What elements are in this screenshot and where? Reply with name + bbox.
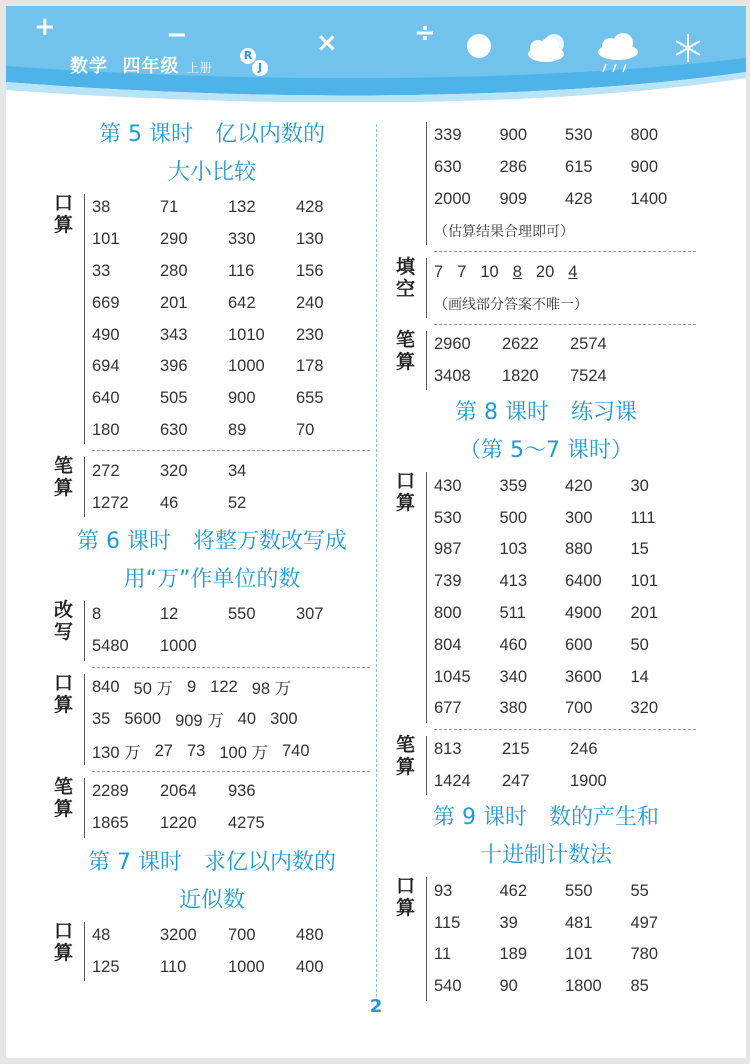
answer-value: 900	[499, 126, 528, 145]
answer-value: 300	[565, 508, 593, 527]
column-divider	[376, 124, 377, 1002]
answer-row	[434, 766, 696, 798]
answer-row	[434, 502, 696, 534]
lesson-8-kousuan	[396, 470, 696, 724]
answer-value: 909 万	[175, 712, 224, 731]
answer-value: 48	[92, 925, 111, 944]
answer-value: 3200	[160, 925, 197, 944]
answer-value: 116	[228, 261, 255, 280]
answer-value: 40	[237, 709, 257, 728]
answer-value: 1424	[434, 771, 471, 790]
answer-value: 201	[630, 603, 659, 622]
answer-value: 540	[434, 977, 462, 996]
answer-row	[434, 534, 696, 566]
lesson-5-title-line2: 大小比较	[167, 160, 256, 185]
answer-value: 480	[296, 925, 324, 944]
answer-value: 38	[92, 198, 111, 217]
answer-value: 430	[434, 476, 462, 495]
lesson-8-title-line1: 第 8 课时 练习课	[455, 400, 637, 426]
lesson-7-title-line1: 第 7 课时 求亿以内数的	[88, 849, 336, 875]
answer-value: 1000	[228, 957, 265, 976]
lesson-6-gaixie	[54, 599, 370, 663]
answer-value: 909	[499, 189, 528, 208]
answer-value: 511	[499, 603, 526, 622]
kousuan-label: 口算	[54, 192, 74, 236]
answer-value: 1045	[434, 667, 471, 686]
answer-value: 330	[228, 230, 256, 249]
lesson-7-kousuan-cont	[396, 120, 696, 247]
answer-value: 111	[630, 508, 656, 527]
answer-value: 505	[160, 389, 188, 408]
answer-value: 1010	[228, 325, 265, 344]
answer-value: 85	[630, 977, 649, 996]
answer-row	[92, 415, 370, 447]
lesson-9-kousuan	[396, 875, 696, 1002]
answer-value: 700	[565, 699, 593, 718]
answer-value: 615	[565, 158, 593, 177]
answer-value: 2000	[434, 189, 471, 208]
answer-value: 240	[296, 293, 324, 312]
answer-value: 100 万	[219, 744, 268, 763]
book-title	[70, 52, 213, 78]
answer-value: 12	[160, 605, 179, 624]
answer-value: 46	[160, 493, 179, 512]
answer-row	[434, 907, 696, 939]
answer-value: 230	[296, 325, 324, 344]
answer-value: 8	[92, 605, 102, 624]
answer-value: 630	[160, 420, 188, 439]
answer-value: 340	[499, 667, 528, 686]
answer-value: 34	[228, 461, 247, 480]
answer-value: 600	[565, 635, 593, 654]
answer-value: 428	[565, 189, 593, 208]
answer-row	[434, 184, 696, 216]
answer-value: 780	[630, 945, 659, 964]
tiankong-answers: 7 7 10 8 20 4	[434, 262, 578, 281]
answer-row	[92, 599, 370, 631]
answer-value: 359	[499, 476, 528, 495]
answer-value: 800	[630, 126, 659, 145]
lesson-7-bisuan	[396, 329, 696, 393]
answer-row	[92, 256, 370, 288]
bisuan-label: 笔算	[396, 733, 416, 778]
answer-value: 343	[160, 325, 188, 344]
answer-value: 125	[92, 957, 120, 976]
kousuan-label: 口算	[54, 919, 74, 964]
answer-value: 739	[434, 572, 462, 591]
tiankong-label: 填空	[396, 256, 416, 301]
answer-row	[92, 951, 370, 983]
times-symbol: ×	[316, 28, 338, 58]
answer-value: 50	[630, 635, 649, 654]
answer-value: 4900	[565, 603, 602, 622]
answer-row	[92, 224, 370, 256]
lesson-9-title-line1: 第 9 课时 数的产生和	[433, 805, 659, 831]
answer-value: 6400	[565, 572, 602, 591]
answer-value: 413	[499, 572, 528, 591]
answer-value: 55	[630, 881, 649, 900]
answer-row	[92, 319, 370, 351]
answer-value: 156	[296, 261, 324, 280]
answer-row	[434, 734, 696, 766]
answer-value: 7524	[570, 366, 607, 385]
answer-row	[434, 566, 696, 598]
header-banner: + − × ÷ 数学 四年级 上册 R J	[6, 6, 746, 102]
answer-value: 3408	[434, 366, 471, 385]
answer-value: 740	[281, 741, 310, 760]
answer-value: 1000	[160, 637, 197, 656]
answer-row	[92, 808, 370, 840]
answer-row	[92, 351, 370, 383]
answer-value: 462	[499, 881, 528, 900]
answer-value: 2289	[92, 782, 129, 801]
answer-value: 5480	[92, 637, 129, 656]
answer-value: 2960	[434, 335, 471, 354]
answer-value: 115	[434, 913, 461, 932]
answer-value: 1820	[502, 366, 539, 385]
grade: 四年级	[122, 56, 180, 77]
answer-value: 1272	[92, 493, 129, 512]
answer-value: 642	[228, 293, 256, 312]
answer-value: 497	[630, 913, 659, 932]
answer-value: 530	[434, 508, 462, 527]
answer-value: 3600	[565, 667, 602, 686]
answer-value: 1000	[228, 357, 265, 376]
answer-value: 630	[434, 158, 462, 177]
lesson-6-title-line1: 第 6 课时 将整万数改写成	[77, 528, 347, 554]
answer-value: 640	[92, 389, 120, 408]
answer-row	[434, 361, 696, 393]
answer-value: 122	[210, 677, 238, 696]
answer-value: 320	[160, 461, 188, 480]
answer-row	[434, 152, 696, 184]
answer-value: 1900	[570, 771, 607, 790]
answer-value: 14	[630, 667, 649, 686]
answer-value: 201	[160, 293, 188, 312]
bisuan-label: 笔算	[54, 455, 74, 500]
answer-value: 2064	[160, 782, 197, 801]
tiankong-note: （画线部分答案不唯一）	[434, 296, 588, 313]
answer-value: 189	[499, 945, 528, 964]
answer-row	[92, 735, 370, 767]
answer-value: 420	[565, 476, 593, 495]
answer-value: 73	[186, 741, 206, 760]
answer-value: 90	[499, 977, 518, 996]
lesson-5-title-line1: 第 5 课时 亿以内数的	[99, 122, 325, 147]
answer-value: 180	[92, 420, 120, 439]
bisuan-label: 笔算	[54, 775, 74, 820]
answer-value: 460	[499, 635, 528, 654]
sun-icon	[467, 34, 491, 58]
answer-value: 101	[630, 572, 659, 591]
kousuan-label: 口算	[54, 671, 74, 716]
answer-value: 307	[296, 605, 324, 624]
answer-value: 550	[228, 605, 256, 624]
answer-value: 50 万	[133, 680, 173, 699]
answer-value: 132	[228, 198, 256, 217]
answer-value: 900	[228, 389, 256, 408]
kousuan-label: 口算	[396, 875, 416, 920]
answer-value: 286	[499, 158, 528, 177]
lesson-6-kousuan	[54, 672, 370, 767]
answer-row	[92, 703, 370, 735]
gaixie-label: 改写	[54, 598, 74, 643]
kousuan-label: 口算	[396, 470, 416, 515]
answer-value: 33	[92, 261, 111, 280]
answer-value: 1800	[565, 977, 602, 996]
answer-value: 677	[434, 699, 462, 718]
answer-value: 35	[92, 709, 111, 728]
answer-row	[434, 661, 696, 693]
lesson-8-bisuan	[396, 734, 696, 798]
answer-value: 800	[434, 603, 462, 622]
answer-value: 5600	[124, 709, 162, 728]
answer-value: 27	[154, 741, 173, 760]
answer-value: 39	[499, 913, 518, 932]
answer-row	[92, 287, 370, 319]
estimate-note: （估算结果合理即可）	[434, 224, 574, 241]
answer-row	[434, 470, 696, 502]
answer-value: 1400	[630, 189, 668, 208]
lesson-7-kousuan	[54, 920, 370, 984]
answer-row	[92, 776, 370, 808]
answer-value: 130 万	[92, 744, 141, 763]
answer-value: 2622	[502, 335, 539, 354]
answer-value: 530	[565, 126, 593, 145]
answer-value: 481	[565, 913, 593, 932]
subject: 数学	[70, 56, 108, 77]
answer-value: 669	[92, 293, 120, 312]
answer-value: 178	[296, 357, 324, 376]
answer-value: 500	[499, 508, 528, 527]
answer-value: 101	[565, 945, 593, 964]
answer-value: 89	[228, 420, 247, 439]
answer-value: 880	[565, 540, 593, 559]
left-column	[54, 116, 370, 983]
lesson-6-bisuan	[54, 776, 370, 840]
lesson-6-title-line2: 用“万”作单位的数	[123, 566, 301, 592]
answer-value: 300	[270, 709, 298, 728]
answer-value: 936	[228, 782, 256, 801]
answer-row	[434, 939, 696, 971]
answer-value: 1865	[92, 814, 129, 833]
answer-value: 694	[92, 357, 120, 376]
answer-value: 246	[570, 740, 598, 759]
answer-row	[434, 598, 696, 630]
answer-value: 550	[565, 881, 593, 900]
answer-row	[92, 383, 370, 415]
answer-value: 4275	[228, 814, 265, 833]
page-number: 2	[369, 996, 383, 1017]
answer-value: 380	[499, 699, 528, 718]
answer-value: 396	[160, 357, 188, 376]
lesson-7-tiankong	[396, 256, 696, 320]
divide-symbol: ÷	[414, 18, 436, 48]
answer-row	[434, 629, 696, 661]
answer-value: 71	[160, 198, 179, 217]
answer-value: 30	[630, 476, 649, 495]
answer-value: 400	[296, 957, 324, 976]
answer-row	[434, 120, 696, 152]
answer-row	[92, 920, 370, 952]
answer-value: 101	[92, 230, 120, 249]
lesson-5-bisuan	[54, 455, 370, 519]
answer-value: 280	[160, 261, 188, 280]
answer-value: 428	[296, 198, 324, 217]
answer-value: 320	[630, 699, 659, 718]
answer-value: 813	[434, 740, 462, 759]
answer-row	[92, 487, 370, 519]
answer-row	[434, 875, 696, 907]
answer-value: 215	[502, 740, 530, 759]
answer-value: 15	[630, 540, 649, 559]
answer-value: 247	[502, 771, 530, 790]
answer-value: 900	[630, 158, 659, 177]
answer-row	[92, 631, 370, 663]
answer-value: 9	[186, 677, 197, 696]
plus-symbol: +	[34, 12, 56, 42]
answer-value: 52	[228, 493, 247, 512]
answer-value: 987	[434, 540, 462, 559]
answer-row	[92, 455, 370, 487]
lesson-9-title-line2: 十进制计数法	[479, 843, 612, 869]
answer-value: 840	[92, 677, 120, 696]
right-column	[396, 120, 696, 1003]
answer-value: 2574	[570, 335, 607, 354]
answer-value: 130	[296, 230, 324, 249]
lesson-5-kousuan	[54, 192, 370, 446]
answer-value: 103	[499, 540, 528, 559]
lesson-8-title-line2: （第 5～7 课时）	[459, 438, 633, 464]
answer-row	[434, 693, 696, 725]
workbook-page	[6, 6, 746, 1058]
answer-row	[92, 192, 370, 224]
answer-row	[434, 329, 696, 361]
answer-value: 98 万	[251, 680, 292, 699]
answer-value: 339	[434, 126, 462, 145]
answer-value: 110	[160, 957, 187, 976]
answer-value: 290	[160, 230, 188, 249]
answer-value: 655	[296, 389, 324, 408]
answer-row	[92, 672, 370, 704]
answer-value: 93	[434, 881, 453, 900]
minus-symbol: −	[166, 20, 188, 50]
answer-value: 11	[434, 945, 452, 964]
answer-value: 490	[92, 325, 120, 344]
answer-value: 70	[296, 420, 315, 439]
answer-value: 804	[434, 635, 462, 654]
answer-value: 272	[92, 461, 120, 480]
lesson-7-title-line2: 近似数	[178, 887, 245, 913]
answer-value: 700	[228, 925, 256, 944]
answer-value: 1220	[160, 814, 197, 833]
bisuan-label: 笔算	[396, 328, 416, 373]
volume: 上册	[186, 61, 213, 75]
